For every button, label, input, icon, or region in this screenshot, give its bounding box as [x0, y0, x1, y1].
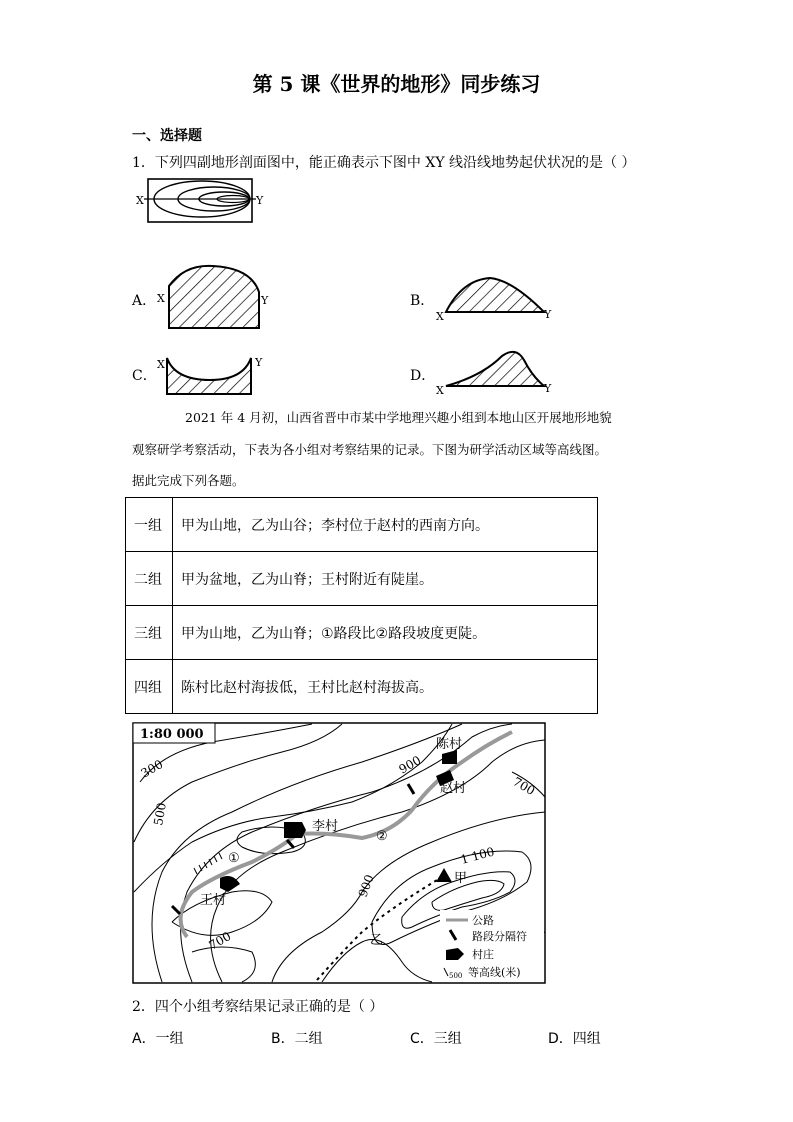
legend-contour: 等高线(米)	[468, 966, 521, 979]
contour-900-label-top: 900	[396, 753, 424, 777]
contour-diagram	[132, 176, 272, 226]
page-title: 第 5 课《世界的地形》同步练习	[252, 72, 541, 96]
contour-map	[132, 722, 547, 984]
profile-b-y: Y	[544, 308, 552, 321]
segment-2-label: ②	[376, 829, 388, 844]
village-chen-label: 陈村	[436, 737, 463, 752]
profile-b	[432, 272, 562, 322]
q1-option-c-label: C．	[132, 368, 157, 384]
table-row	[126, 606, 598, 660]
passage-line-1: 2021 年 4 月初，山西省晋中市某中学地理兴趣小组到本地山区开展地形地貌	[185, 410, 612, 425]
diagram-y-label: Y	[256, 194, 264, 207]
map-legend	[440, 910, 544, 982]
peak-jia-label: 甲	[454, 871, 468, 886]
contour-900-label-mid: 900	[355, 872, 377, 900]
q2-option-c[interactable]: C．三组	[410, 1031, 462, 1047]
contour-700-label-left: 700	[206, 929, 234, 953]
section-heading: 一、选择题	[132, 128, 202, 144]
table-row	[126, 498, 598, 552]
village-wang-label: 王村	[200, 893, 227, 908]
village-li-label: 李村	[312, 819, 339, 834]
q1-option-b-label: B．	[410, 293, 435, 309]
record-cell: 甲为山地，乙为山谷；李村位于赵村的西南方向。	[173, 498, 598, 552]
profile-d-y: Y	[544, 382, 552, 395]
record-cell: 陈村比赵村海拔低，王村比赵村海拔高。	[173, 660, 598, 714]
q2-option-b[interactable]: B．二组	[271, 1031, 323, 1047]
question-1-stem: 1．下列四副地形剖面图中，能正确表示下图中 XY 线沿线地势起伏状况的是（ ）	[132, 155, 636, 171]
map-scale: 1:80 000	[140, 727, 204, 742]
passage-line-3: 据此完成下列各题。	[132, 473, 245, 488]
records-table	[125, 497, 598, 714]
group-cell: 三组	[126, 606, 173, 660]
q1-option-a-label: A．	[132, 293, 157, 309]
profile-a-y: Y	[261, 294, 269, 307]
contour-1100-label: 1 100	[459, 844, 496, 867]
profile-c	[155, 350, 275, 400]
legend-contour-value: 500	[449, 972, 463, 980]
question-2-stem: 2．四个小组考察结果记录正确的是（ ）	[132, 999, 384, 1015]
record-cell: 甲为盆地，乙为山脊；王村附近有陡崖。	[173, 552, 598, 606]
legend-separator: 路段分隔符	[472, 930, 527, 943]
q2-option-a[interactable]: A．一组	[132, 1031, 184, 1047]
contour-300-label: 300	[138, 757, 166, 781]
profile-a	[155, 262, 275, 332]
group-cell: 二组	[126, 552, 173, 606]
profile-b-x: X	[436, 310, 444, 322]
village-zhao-label: 赵村	[440, 781, 467, 796]
legend-village: 村庄	[472, 948, 494, 961]
profile-c-y: Y	[255, 356, 263, 369]
table-row	[126, 660, 598, 714]
contour-700-label-right: 700	[510, 774, 538, 799]
table-row	[126, 552, 598, 606]
profile-d	[432, 346, 562, 398]
profile-d-x: X	[436, 384, 444, 397]
passage-line-2: 观察研学考察活动，下表为各小组对考察结果的记录。下图为研学活动区域等高线图。	[132, 442, 608, 457]
segment-1-label: ①	[228, 851, 240, 866]
profile-a-x: X	[157, 292, 165, 305]
legend-road: 公路	[472, 914, 494, 927]
contour-500-label: 500	[151, 801, 169, 827]
group-cell: 四组	[126, 660, 173, 714]
group-cell: 一组	[126, 498, 173, 552]
q2-option-d[interactable]: D．四组	[548, 1031, 601, 1047]
diagram-x-label: X	[136, 194, 144, 207]
valley-yi-label: 乙	[370, 933, 384, 948]
q1-option-d-label: D．	[410, 368, 436, 384]
record-cell: 甲为山地，乙为山脊；①路段比②路段坡度更陡。	[173, 606, 598, 660]
profile-c-x: X	[157, 358, 165, 371]
